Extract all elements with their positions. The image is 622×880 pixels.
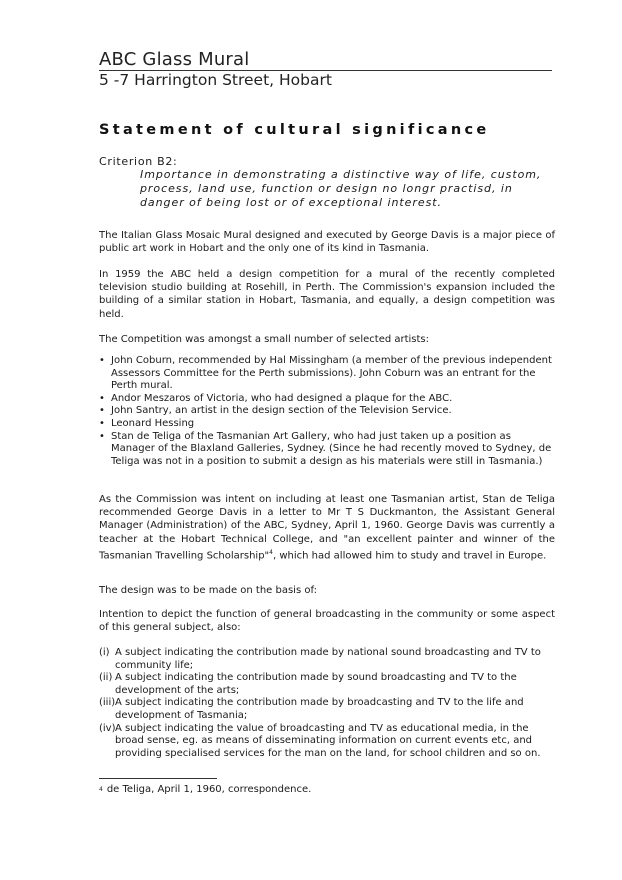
list-marker: (ii) bbox=[99, 672, 113, 684]
list-item-text: John Santry, an artist in the design section of the Television Service. bbox=[111, 405, 452, 417]
footnote-text: de Teliga, April 1, 1960, correspondence. bbox=[106, 784, 312, 795]
list-item bbox=[99, 393, 555, 406]
paragraph bbox=[99, 268, 555, 321]
list-marker: (i) bbox=[99, 647, 110, 658]
list-item-text: Stan de Teliga of the Tasmanian Art Gallery, who had just taken up a position as Manager of the Blaxland Galleries, Sydney. (Since he had recently moved to Sydney, de Teliga was not in a position to submit a design as his materials were still in Tasmania.) bbox=[111, 430, 552, 467]
list-marker: (iv) bbox=[99, 722, 116, 734]
paragraph-text: The Italian Glass Mosaic Mural designed and executed by George Davis is a major piece of public art work in Hobart and the only one of its kind in Tasmania. bbox=[99, 230, 555, 255]
list-item bbox=[99, 418, 555, 431]
list-item bbox=[99, 723, 555, 761]
list-item-text: John Coburn, recommended by Hal Missingham (a member of the previous independent Assessors Committee for the Perth submissions). John Coburn was an entrant for the Perth mural. bbox=[111, 355, 552, 392]
footnote-rule bbox=[99, 778, 217, 779]
list-item bbox=[99, 672, 555, 697]
bullet-marker: • bbox=[99, 430, 105, 442]
bullet-marker: • bbox=[99, 405, 105, 417]
paragraph bbox=[99, 608, 555, 634]
list-marker: (iii) bbox=[99, 697, 116, 709]
footnote bbox=[99, 784, 311, 795]
criterion-label: Criterion B2: bbox=[99, 155, 178, 168]
paragraph bbox=[99, 493, 555, 562]
criterion-text: Importance in demonstrating a distinctive way of life, custom, process, land use, function or design no longr practisd, in danger of being lost or of exceptional interest. bbox=[140, 168, 542, 209]
footnote-marker: 4 bbox=[99, 786, 103, 793]
bullet-marker: • bbox=[99, 355, 105, 366]
list-item bbox=[99, 355, 555, 393]
document-address: 5 -7 Harrington Street, Hobart bbox=[99, 71, 332, 89]
paragraph-text-part: , which had allowed him to study and travel in Europe. bbox=[273, 550, 547, 562]
paragraph-text: The design was to be made on the basis of: bbox=[99, 585, 317, 596]
bullet-marker: • bbox=[99, 417, 105, 429]
paragraph-text: Intention to depict the function of general broadcasting in the community or some aspect of this general subject, also: bbox=[99, 609, 555, 634]
document-title: ABC Glass Mural bbox=[99, 49, 250, 70]
list-item bbox=[99, 697, 555, 722]
list-item bbox=[99, 405, 555, 418]
paragraph bbox=[99, 333, 555, 346]
list-item-text: A subject indicating the contribution made by broadcasting and TV to the life and development of Tasmania; bbox=[115, 697, 524, 721]
section-heading: Statement of cultural significance bbox=[99, 122, 490, 138]
list-item-text: A subject indicating the contribution made by national sound broadcasting and TV to community life; bbox=[115, 647, 541, 671]
artist-list bbox=[99, 355, 555, 468]
paragraph-text bbox=[99, 493, 555, 562]
list-item-text: A subject indicating the contribution made by sound broadcasting and TV to the development of the arts; bbox=[115, 672, 517, 696]
footnote-reference: 4 bbox=[269, 548, 273, 556]
list-item bbox=[99, 431, 555, 469]
paragraph-text-part: As the Commission was intent on including at least one Tasmanian artist, Stan de Teliga recommended George Davis in a letter to Mr T S Duckmanton, the Assistant General Manager (Administration) of the ABC, Sydney, April 1, 1960. George Davis was currently a teacher at the Hobart Technical College, and "an excellent painter and winner of the Tasmanian Travelling Scholarship" bbox=[99, 494, 555, 562]
paragraph bbox=[99, 229, 555, 255]
list-item-text: Andor Meszaros of Victoria, who had designed a plaque for the ABC. bbox=[111, 392, 453, 404]
list-item-text: Leonard Hessing bbox=[111, 417, 195, 429]
paragraph-text: In 1959 the ABC held a design competition for a mural of the recently completed television studio building at Rosehill, in Perth. The Commission's expansion included the building of a similar station in Hobart, Tasmania, and equally, a design competition was held. bbox=[99, 269, 555, 320]
paragraph bbox=[99, 584, 555, 597]
list-item-text: A subject indicating the value of broadcasting and TV as educational media, in the broad sense, eg. as means of disseminating information on current events etc, and providing specialised services for the man on the land, for school children and so on. bbox=[115, 722, 541, 759]
paragraph-text: The Competition was amongst a small number of selected artists: bbox=[99, 334, 430, 345]
bullet-marker: • bbox=[99, 392, 105, 404]
subject-list bbox=[99, 647, 555, 760]
list-item bbox=[99, 647, 555, 672]
